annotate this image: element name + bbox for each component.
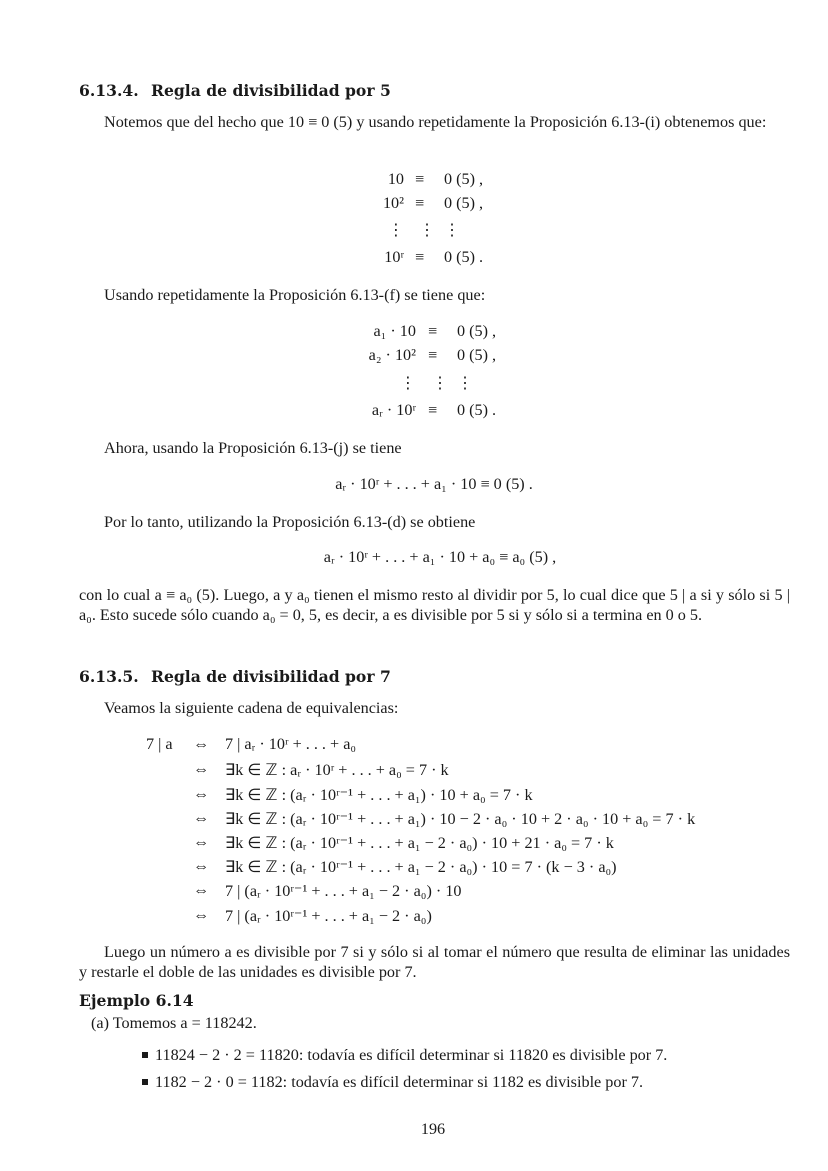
- chain-lhs: 7 | a: [146, 735, 173, 753]
- eq-rhs: 0 (5) ,: [444, 170, 484, 188]
- eq-rhs: 0 (5) .: [457, 401, 497, 419]
- paragraph-intro-5: Notemos que del hecho que 10 ≡ 0 (5) y usando repetidamente la Proposición 6.13-(i) obtenemos que:: [104, 113, 767, 131]
- bullet-text: 11824 − 2 · 2 = 11820: todavía es difícil determinar si 11820 es divisible por 7.: [155, 1046, 668, 1064]
- iff-symbol: ⇔: [193, 785, 210, 803]
- eq-vdots: ⋮: [399, 374, 416, 392]
- paragraph-prop-j: Ahora, usando la Proposición 6.13-(j) se tiene: [104, 439, 402, 457]
- section-number: 6.13.5.: [79, 667, 139, 686]
- eq-vdots: ⋮: [457, 374, 474, 392]
- bullet-text: 1182 − 2 · 0 = 1182: todavía es difícil determinar si 1182 es divisible por 7.: [155, 1073, 644, 1091]
- bullet-icon: [142, 1079, 148, 1085]
- paragraph-prop-d: Por lo tanto, utilizando la Proposición 6.13-(d) se obtiene: [104, 513, 476, 531]
- equation-sum-a0: aᵣ · 10ʳ + . . . + a₁ · 10 + a₀ ≡ a₀ (5) ,: [323, 548, 557, 566]
- eq-op: ≡: [415, 170, 425, 188]
- chain-step: ∃k ∈ ℤ : aᵣ · 10ʳ + . . . + a₀ = 7 · k: [225, 761, 449, 779]
- section-heading-6-13-5: [79, 667, 391, 686]
- eq-lhs: aᵣ · 10ʳ: [371, 401, 416, 419]
- eq-lhs: 10²: [382, 194, 404, 212]
- eq-lhs: 10ʳ: [384, 248, 404, 266]
- iff-symbol: ⇔: [193, 906, 210, 924]
- chain-step: 7 | aᵣ · 10ʳ + . . . + a₀: [225, 735, 357, 753]
- eq-op: ≡: [415, 248, 425, 266]
- equation-sum-mod-5: aᵣ · 10ʳ + . . . + a₁ · 10 ≡ 0 (5) .: [335, 475, 533, 493]
- eq-lhs: a₂ · 10²: [368, 346, 416, 364]
- chain-step: 7 | (aᵣ · 10ʳ⁻¹ + . . . + a₁ − 2 · a₀) · 10: [225, 882, 462, 900]
- iff-symbol: ⇔: [193, 857, 210, 875]
- chain-step: 7 | (aᵣ · 10ʳ⁻¹ + . . . + a₁ − 2 · a₀): [225, 907, 432, 925]
- iff-symbol: ⇔: [193, 809, 210, 827]
- example-title: Ejemplo 6.14: [79, 991, 194, 1010]
- eq-lhs: a₁ · 10: [373, 322, 416, 340]
- paragraph-intro-7: Veamos la siguiente cadena de equivalencias:: [104, 699, 399, 717]
- eq-op: ≡: [428, 346, 438, 364]
- eq-rhs: 0 (5) ,: [457, 322, 497, 340]
- page-number: 196: [420, 1120, 446, 1138]
- section-title: Regla de divisibilidad por 5: [151, 81, 391, 100]
- eq-vdots: ⋮: [444, 221, 461, 239]
- iff-symbol: ⇔: [193, 760, 210, 778]
- eq-vdots: ⋮: [387, 221, 404, 239]
- chain-step: ∃k ∈ ℤ : (aᵣ · 10ʳ⁻¹ + . . . + a₁) · 10 − 2 · a₀ · 10 + 2 · a₀ · 10 + a₀ = 7 · k: [225, 810, 696, 828]
- eq-vdots: ⋮: [419, 221, 436, 239]
- eq-rhs: 0 (5) .: [444, 248, 484, 266]
- eq-rhs: 0 (5) ,: [457, 346, 497, 364]
- iff-symbol: ⇔: [193, 735, 210, 753]
- paragraph-conclusion-5: con lo cual a ≡ a₀ (5). Luego, a y a₀ tienen el mismo resto al dividir por 5, lo cual dice que 5 | a si y sólo si 5 | a₀. Esto sucede sólo cuando a₀ = 0, 5, es decir, a es divisible por 5 si y sólo si a termina en 0 o 5.: [79, 586, 790, 624]
- eq-op: ≡: [428, 322, 438, 340]
- eq-op: ≡: [415, 194, 425, 212]
- bullet-icon: [142, 1052, 148, 1058]
- paragraph-conclusion-7: Luego un número a es divisible por 7 si y sólo si al tomar el número que resulta de eliminar las unidades y restarle el doble de las unidades es divisible por 7.: [79, 943, 790, 981]
- eq-lhs: 10: [387, 170, 404, 188]
- paragraph-prop-f: Usando repetidamente la Proposición 6.13-(f) se tiene que:: [104, 286, 486, 304]
- chain-step: ∃k ∈ ℤ : (aᵣ · 10ʳ⁻¹ + . . . + a₁) · 10 + a₀ = 7 · k: [225, 786, 533, 804]
- eq-op: ≡: [428, 401, 438, 419]
- eq-rhs: 0 (5) ,: [444, 194, 484, 212]
- chain-step: ∃k ∈ ℤ : (aᵣ · 10ʳ⁻¹ + . . . + a₁ − 2 · a₀) · 10 + 21 · a₀ = 7 · k: [225, 834, 614, 852]
- chain-step: ∃k ∈ ℤ : (aᵣ · 10ʳ⁻¹ + . . . + a₁ − 2 · a₀) · 10 = 7 · (k − 3 · a₀): [225, 858, 617, 876]
- section-number: 6.13.4.: [79, 81, 139, 100]
- eq-vdots: ⋮: [432, 374, 449, 392]
- section-heading-6-13-4: [79, 81, 391, 100]
- iff-symbol: ⇔: [193, 881, 210, 899]
- section-title: Regla de divisibilidad por 7: [151, 667, 391, 686]
- iff-symbol: ⇔: [193, 833, 210, 851]
- example-item-a: (a) Tomemos a = 118242.: [91, 1014, 257, 1032]
